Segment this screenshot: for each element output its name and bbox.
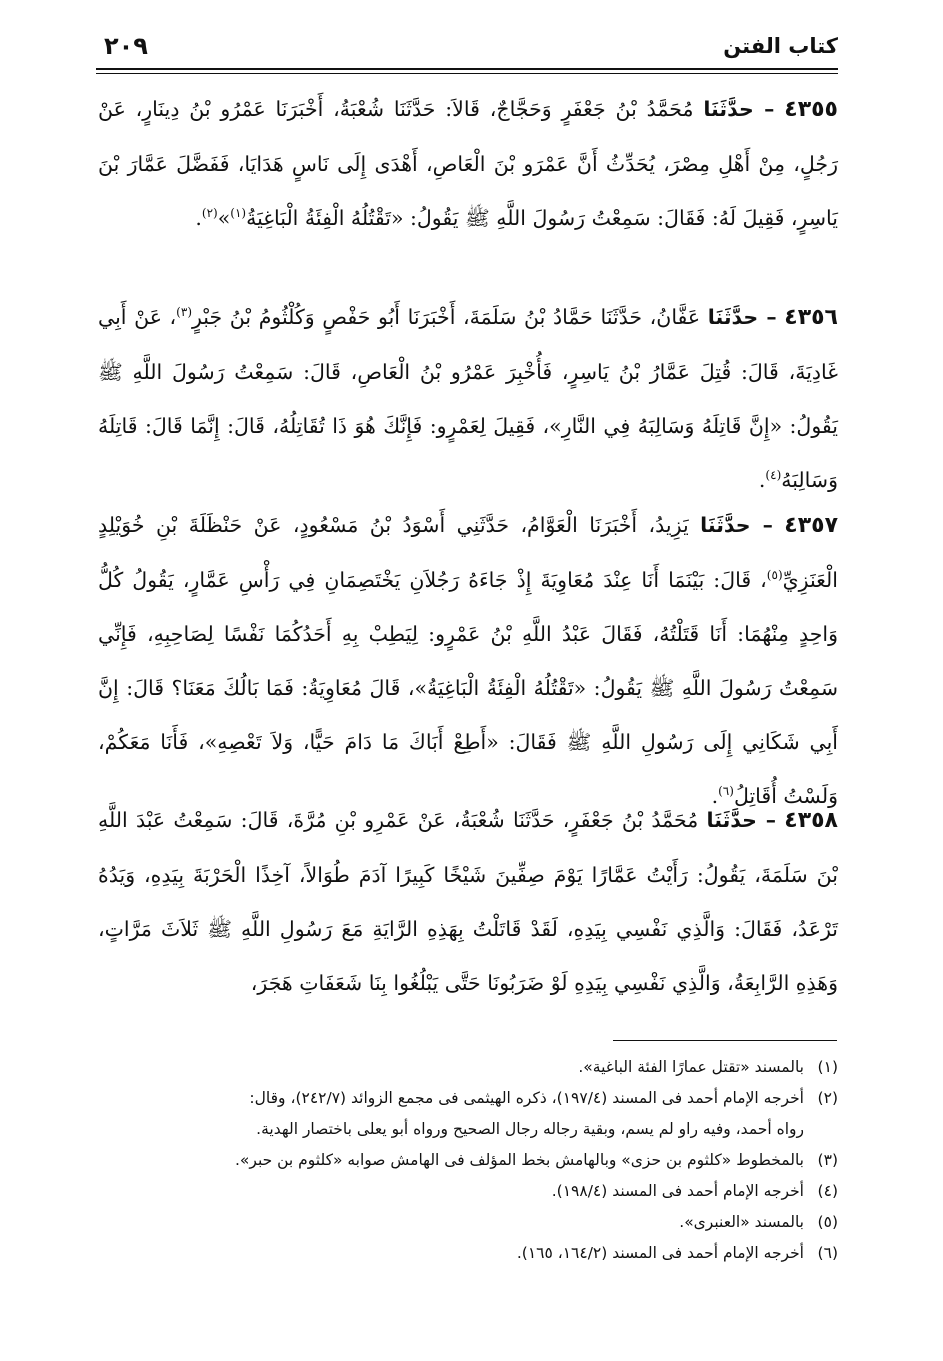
hadith-text: عَفَّانُ، حَدَّثَنَا حَمَّادُ بْنُ سَلَمَةَ، أَخْبَرَنَا أَبُو حَفْصٍ وَكُلْثُومُ بْنُ جَبْرٍ bbox=[192, 305, 701, 329]
hadith-text-2: ، عَنْ أَبِي غَادِيَةَ، قَالَ: قُتِلَ عَمَّارُ بْنُ يَاسِرٍ، فَأُخْبِرَ عَمْرُو بْنُ الْعَاصِ، قَالَ: سَمِعْتُ رَسُولَ اللَّهِ ﷺ يَقُولُ: «إِنَّ قَاتِلَهُ وَسَالِبَهُ فِي النَّارِ»، فَقِيلَ لِعَمْرٍو: فَإِنَّكَ هُوَ ذَا تُقَاتِلُهُ، قَالَ: إِنَّمَا قَالَ: قَاتِلَهُ وَسَالِبَهُ bbox=[98, 305, 838, 492]
hadith-4356 bbox=[98, 290, 838, 507]
footnote-1 bbox=[98, 1052, 838, 1083]
footnote-number: (١) bbox=[817, 1058, 838, 1076]
header-rule-thick bbox=[96, 68, 838, 70]
footnote-ref: (٢) bbox=[201, 206, 218, 221]
footnote-text: بالمسند «تقتل عمارًا الفئة الباغية». bbox=[578, 1058, 804, 1076]
hadith-dash: – bbox=[753, 97, 775, 121]
hadith-4355 bbox=[98, 82, 838, 245]
footnote-4 bbox=[98, 1176, 838, 1207]
hadith-end: . bbox=[195, 206, 202, 230]
footnote-number: (٥) bbox=[817, 1213, 838, 1231]
hadith-number: ٤٣٥٦ bbox=[784, 305, 838, 330]
hadith-text: مُحَمَّدُ بْنُ جَعْفَرٍ وَحَجَّاجٌ، قَالاَ: حَدَّثَنَا شُعْبَةُ، أَخْبَرَنَا عَمْرُو بْنُ دِينَارٍ، عَنْ رَجُلٍ، مِنْ أَهْلِ مِصْرَ، يُحَدِّثُ أَنَّ عَمْرَو بْنَ الْعَاصِ، أَهْدَى إِلَى نَاسٍ هَدَايَا، فَفَضَّلَ عَمَّارَ بْنَ يَاسِرٍ، فَقِيلَ لَهُ: فَقَالَ: سَمِعْتُ رَسُولَ اللَّهِ ﷺ يَقُولُ: «تَقْتُلُهُ الْفِئَةُ الْبَاغِيَةُ bbox=[98, 97, 838, 230]
hadith-number: ٤٣٥٥ bbox=[784, 97, 838, 122]
hadith-number: ٤٣٥٨ bbox=[784, 808, 838, 833]
hadith-number: ٤٣٥٧ bbox=[784, 513, 838, 538]
hadith-text-end: » bbox=[217, 206, 231, 230]
footnote-3 bbox=[98, 1145, 838, 1176]
hadith-4358 bbox=[98, 793, 838, 1010]
footnote-2 bbox=[98, 1083, 838, 1145]
footnote-6 bbox=[98, 1238, 838, 1269]
hadith-text: مُحَمَّدُ بْنُ جَعْفَرٍ، حَدَّثَنَا شُعْبَةُ، عَنْ عَمْرِو بْنِ مُرَّةَ، قَالَ: سَمِعْتُ عَبْدَ اللَّهِ بْنَ سَلَمَةَ، يَقُولُ: رَأَيْتُ عَمَّارًا يَوْمَ صِفِّينَ شَيْخًا كَبِيرًا آدَمَ طُوَالاً، آخِذًا الْحَرْبَةَ بِيَدِهِ، وَيَدُهُ تَرْعَدُ، فَقَالَ: وَالَّذِي نَفْسِي بِيَدِهِ، لَقَدْ قَاتَلْتُ بِهَذِهِ الرَّايَةِ مَعَ رَسُولِ اللَّهِ ﷺ ثَلاَثَ مَرَّاتٍ، وَهَذِهِ الرَّابِعَةُ، وَالَّذِي نَفْسِي بِيَدِهِ لَوْ ضَرَبُونَا حَتَّى يَبْلُغُوا بِنَا شَعَفَاتِ هَجَرَ، bbox=[98, 808, 838, 995]
footnote-ref: (٤) bbox=[765, 468, 782, 483]
hadith-lead: حدَّثَنَا bbox=[707, 305, 759, 329]
footnote-number: (٢) bbox=[817, 1089, 838, 1107]
footnote-number: (٦) bbox=[817, 1244, 838, 1262]
header-rule-thin bbox=[96, 73, 838, 74]
book-title: كتاب الفتن bbox=[723, 34, 838, 58]
hadith-text: يَزِيدُ، أَخْبَرَنَا الْعَوَّامُ، حَدَّثَنِي أَسْوَدُ بْنُ مَسْعُودٍ، عَنْ حَنْظَلَةَ بْنِ خُوَيْلِدٍ الْعَنَزِيِّ bbox=[98, 513, 838, 592]
footnote-text: بالمخطوط «كلثوم بن حزى» وبالهامش بخط المؤلف فى الهامش صوابه «كلثوم بن حبر». bbox=[234, 1151, 804, 1169]
hadith-text-2: ، قَالَ: بَيْنَمَا أَنَا عِنْدَ مُعَاوِيَةَ إِذْ جَاءَهُ رَجُلاَنِ يَخْتَصِمَانِ فِي رَأْسِ عَمَّارٍ، يَقُولُ كُلُّ وَاحِدٍ مِنْهُمَا: أَنَا قَتَلْتُهُ، فَقَالَ عَبْدُ اللَّهِ بْنُ عَمْرٍو: لِيَطِبْ بِهِ أَحَدُكُمَا نَفْسًا لِصَاحِبِهِ، فَإِنِّي سَمِعْتُ رَسُولَ اللَّهِ ﷺ يَقُولُ: «تَقْتُلُهُ الْفِئَةُ الْبَاغِيَةُ»، قَالَ مُعَاوِيَةُ: فَمَا بَالُكَ مَعَنَا؟ قَالَ: إِنَّ أَبِي شَكَانِي إِلَى رَسُولِ اللَّهِ ﷺ فَقَالَ: «أَطِعْ أَبَاكَ مَا دَامَ حَيًّا، وَلاَ تَعْصِهِ»، فَأَنَا مَعَكُمْ، وَلَسْتُ أُقَاتِلُ bbox=[98, 568, 838, 808]
hadith-end: . bbox=[711, 784, 719, 808]
footnote-text: أخرجه الإمام أحمد فى المسند (١٩٧/٤)، ذكره الهيثمى فى مجمع الزوائد (٢٤٢/٧)، وقال: bbox=[249, 1089, 804, 1107]
page-header bbox=[96, 30, 838, 66]
footnote-separator bbox=[613, 1040, 837, 1041]
footnote-text: بالمسند «العنبرى». bbox=[679, 1213, 804, 1231]
footnote-text-continued: رواه أحمد، وفيه راو لم يسم، وبقية رجاله رجال الصحيح ورواه أبو يعلى باختصار الهدية. bbox=[256, 1120, 804, 1138]
hadith-4357 bbox=[98, 498, 838, 823]
footnote-number: (٤) bbox=[817, 1182, 838, 1200]
hadith-dash: – bbox=[758, 305, 777, 329]
footnote-text: أخرجه الإمام أحمد فى المسند (١٦٤/٢، ١٦٥). bbox=[516, 1244, 804, 1262]
footnotes bbox=[98, 1052, 838, 1269]
footnote-number: (٣) bbox=[817, 1151, 838, 1169]
hadith-end: . bbox=[758, 468, 766, 492]
footnote-ref: (٥) bbox=[766, 568, 783, 583]
hadith-dash: – bbox=[756, 808, 777, 832]
hadith-dash: – bbox=[750, 513, 773, 537]
footnote-ref: (١) bbox=[230, 206, 247, 221]
footnote-ref: (٣) bbox=[176, 305, 192, 320]
hadith-lead: حدَّثَنَا bbox=[706, 808, 757, 832]
page-number: ٢٠٩ bbox=[104, 32, 148, 60]
footnote-text: أخرجه الإمام أحمد فى المسند (١٩٨/٤). bbox=[551, 1182, 804, 1200]
hadith-lead: حدَّثَنَا bbox=[703, 97, 754, 121]
footnote-ref: (٦) bbox=[718, 784, 734, 799]
hadith-lead: حدَّثَنَا bbox=[700, 513, 751, 537]
footnote-5 bbox=[98, 1207, 838, 1238]
